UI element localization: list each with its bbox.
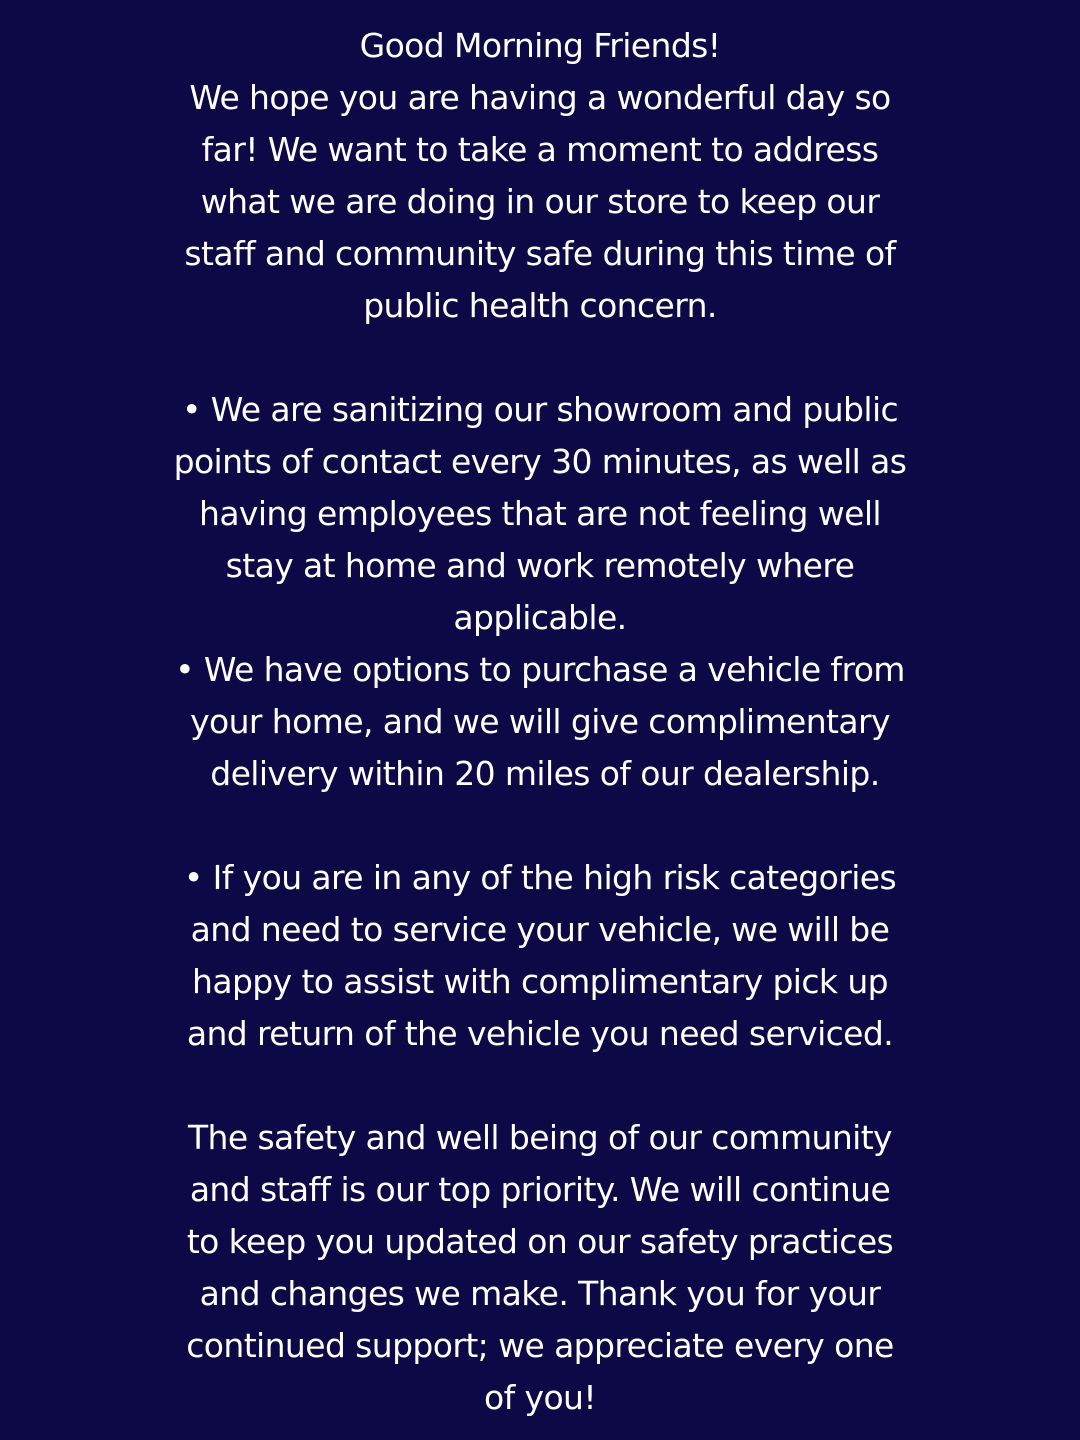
greeting-line: Good Morning Friends! [359,26,721,65]
intro-line: far! We want to take a moment to address [201,130,879,169]
closing-line: continued support; we appreciate every one [186,1326,894,1365]
notice-page [0,20,1080,1420]
closing-line: to keep you updated on our safety practices [186,1222,894,1261]
intro-line: We hope you are having a wonderful day so [189,78,891,117]
bullet-line: stay at home and work remotely where [225,546,855,585]
bullet-line: and need to service your vehicle, we will be [190,910,890,949]
paragraph-spacer [0,332,1080,384]
bullet-line: • If you are in any of the high risk categories [183,858,897,897]
closing-line: and staff is our top priority. We will continue [189,1170,891,1209]
closing-paragraph [0,1112,1080,1424]
closing-line: The safety and well being of our community [188,1118,892,1157]
bullet-line: happy to assist with complimentary pick up [192,962,888,1001]
bullet-sanitizing [0,384,1080,644]
paragraph-spacer [0,1060,1080,1112]
intro-line: public health concern. [363,286,717,325]
bullet-purchase-from-home [0,644,1080,800]
bullet-line: delivery within 20 miles of our dealership. [200,754,880,793]
intro-paragraph [0,72,1080,332]
paragraph-spacer [0,800,1080,852]
bullet-line: having employees that are not feeling well [199,494,881,533]
bullet-line: your home, and we will give complimentary [190,702,890,741]
bullet-line: • We are sanitizing our showroom and public [181,390,899,429]
intro-line: what we are doing in our store to keep our [200,182,880,221]
intro-line: staff and community safe during this time of [184,234,896,273]
bullet-high-risk-service [0,852,1080,1060]
bullet-line: points of contact every 30 minutes, as well as [173,442,907,481]
bullet-line: applicable. [453,598,627,637]
bullet-line: and return of the vehicle you need serviced. [186,1014,894,1053]
closing-line: of you! [484,1378,596,1417]
closing-line: and changes we make. Thank you for your [199,1274,881,1313]
bullet-line: • We have options to purchase a vehicle from [175,650,905,689]
